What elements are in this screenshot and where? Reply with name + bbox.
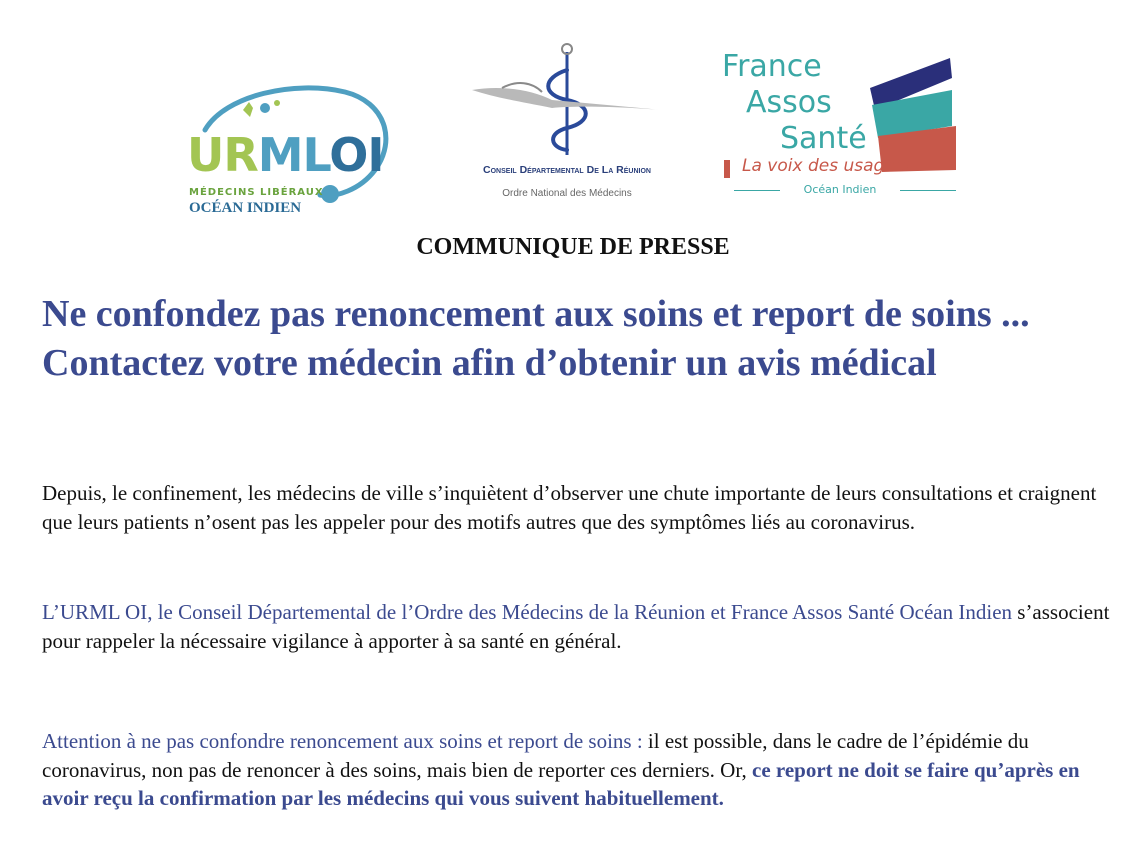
- headline: Ne confondez pas renoncement aux soins et report de soins ... Contactez votre médecin afin d’obtenir un avis médical: [42, 293, 1030, 384]
- fas-region: Océan Indien: [803, 183, 877, 196]
- fas-rule-right: [900, 190, 956, 191]
- urml-subtitle-line1: MÉDECINS LIBÉRAUX: [189, 187, 324, 198]
- caduceus-icon: [462, 40, 672, 160]
- attention-bold: ce report ne doit se faire qu’après en avoir reçu la confirmation par les médecins qui vous suivent habituellement.: [42, 757, 1080, 810]
- paragraph-attention: [42, 727, 1114, 813]
- urml-subtitle-line2: OCÉAN INDIEN: [189, 200, 302, 216]
- urml-oi-logo: [185, 70, 400, 230]
- fas-word-france: France: [722, 49, 822, 84]
- fas-tagline: La voix des usagers: [742, 156, 911, 176]
- fas-word-sante: Santé: [780, 121, 867, 156]
- paragraph-partners: [42, 598, 1114, 655]
- attention-highlight: Attention à ne pas confondre renoncement aux soins et report de soins :: [42, 729, 643, 753]
- france-assos-sante-logo: [720, 50, 970, 220]
- paragraph-intro: Depuis, le confinement, les médecins de ville s’inquiètent d’observer une chute importante de leurs consultations et craignent que leurs patients n’osent pas les appeler pour des motifs autres que des symptômes liés au coronavirus.: [42, 481, 1097, 534]
- fas-word-assos: Assos: [746, 85, 832, 120]
- partners-highlight: L’URML OI, le Conseil Départemental de l’Ordre des Médecins de la Réunion et France Assos Santé Océan Indien: [42, 600, 1013, 624]
- fas-rule-left: [734, 190, 780, 191]
- conseil-departemental-logo: [432, 40, 702, 250]
- press-release-label: COMMUNIQUE DE PRESSE: [416, 234, 730, 260]
- conseil-title: Conseil Départemental De La Réunion: [483, 164, 651, 176]
- attention-text: il est possible, dans le cadre de l’épidémie du coronavirus, non pas de renoncer à des soins, mais bien de reporter ces derniers. Or,: [42, 729, 1029, 782]
- fas-tag-marker: [724, 160, 730, 178]
- partner-logos: [0, 40, 1146, 215]
- partners-text: s’associent pour rappeler la nécessaire vigilance à apporter à sa santé en général.: [42, 600, 1110, 653]
- conseil-subtitle: Ordre National des Médecins: [502, 188, 632, 199]
- urml-wordmark: URMLOI: [187, 128, 384, 182]
